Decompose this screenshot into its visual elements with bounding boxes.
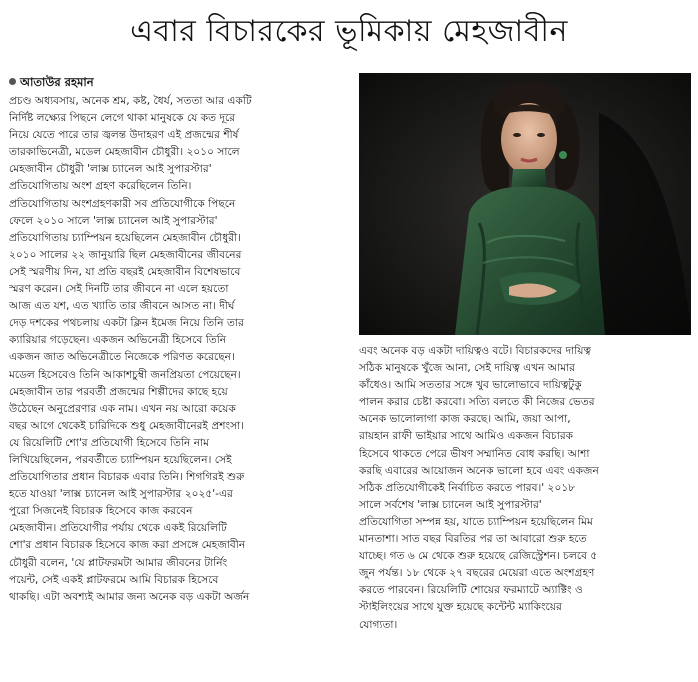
text-line: থাকছি। এটা অবশ্যই আমার জন্য অনেক বড় একটা অর্জন xyxy=(9,590,250,603)
text-line: সালে সর্বশেষ 'লাক্স চ্যানেল আই সুপারস্টার' xyxy=(359,498,542,511)
text-line: কাঁধেও। আমি সততার সঙ্গে খুব ভালোভাবে দায়িত্বটুকু xyxy=(359,379,582,392)
text-line: প্রতিযোগিতায় চ্যাম্পিয়ন হয়েছিলেন মেহজাবীন চৌধুরী। xyxy=(9,231,241,244)
text-line: এবং অনেক বড় একটা দায়িত্বও বটে। বিচারকদের দায়িত্ব xyxy=(359,345,592,357)
text-line: স্টাইলিংয়ের সাথে যুক্ত হয়েছে কন্টেন্ট ম্যাকিংয়ের xyxy=(359,601,562,614)
text-line: জুন পর্যন্ত। ১৮ থেকে ২৭ বছরের মেয়েরা এতে অংশগ্রহণ xyxy=(359,567,595,580)
text-line: হতে যাওয়া 'লাক্স চ্যানেল আই সুপারস্টার ২০২৫'-এর xyxy=(9,488,233,501)
author-name: আতাউর রহমান xyxy=(20,75,94,89)
portrait-illustration xyxy=(359,73,691,335)
text-line: সঠিক প্রতিযোগীকেই নির্বাচিত করতে পারব।' ২০১৮ xyxy=(359,481,576,494)
headline: এবার বিচারকের ভূমিকায় মেহজাবীন xyxy=(130,14,568,49)
text-line: আজ এত যশ, এত খ্যাতি তার জীবনে আসত না। দীর্ঘ xyxy=(9,300,235,313)
text-line: রায়হান রাফী ভাইয়ার সাথে আমিও একজন বিচারক xyxy=(359,430,574,443)
portrait-photo xyxy=(359,73,691,335)
text-line: মেহজাবীন তার পরবর্তী প্রজন্মের শিল্পীদের কাছে হয়ে xyxy=(9,385,228,398)
text-line: দেড় দশকের পথচলায় একটা ক্লিন ইমেজ নিয়ে তিনি তার xyxy=(9,317,244,330)
text-line: যোগ্যতা। xyxy=(359,618,398,631)
text-line: ফেলে ২০১০ সালে 'লাক্স চ্যানেল আই সুপারস্টার' xyxy=(9,214,218,227)
text-line: পুরো সিজনেই বিচারক হিসেবে কাজ করবেন xyxy=(9,505,193,518)
text-line: পালন করার চেষ্টা করবো। সত্যি বলতে কী নিজের ভেতর xyxy=(359,396,595,409)
text-line: শো'র প্রধান বিচারক হিসেবে কাজ করা প্রসঙ্গে মেহজাবীন xyxy=(9,539,246,552)
text-line: প্রতিযোগিতায় অংশগ্রহণকারী সব প্রতিযোগীকে পিছনে xyxy=(9,197,236,210)
text-line: মেহজাবীন। প্রতিযোগীর পর্যায় থেকে একই রিয়েলিটি xyxy=(9,522,227,535)
article-column-left xyxy=(9,93,347,673)
text-line: প্রতিযোগিতা সম্পন্ন হয়, যাতে চ্যাম্পিয়ন হয়েছিলেন মিম xyxy=(359,515,593,528)
text-line: অনেক ভালোলাগা কাজ করছে। আমি, জয়া আপা, xyxy=(359,413,571,426)
text-line: লিখিয়েছিলেন, পরবর্তীতে চ্যাম্পিয়ন হয়েছিলেন। সেই xyxy=(9,453,232,466)
text-line: নিয়ে যেতে পারে তার জ্বলন্ত উদাহরণ এই প্রজন্মের শীর্ষ xyxy=(9,129,239,142)
text-line: যে রিয়েলিটি শো'র প্রতিযোগী হিসেবে তিনি নাম xyxy=(9,436,209,449)
text-line: নির্দিষ্ট লক্ষ্যের পিছনে লেগে থাকা মানুষকে যে কত দূরে xyxy=(9,112,236,125)
text-line: তারকাভিনেত্রী, মডেল মেহজাবীন চৌধুরী। ২০১০ সালে xyxy=(9,146,240,159)
text-line: করছি এবারের আয়োজন অনেক ভালো হবে এবং একজন xyxy=(359,464,599,477)
text-line: স্মরণ করেন। সেই দিনটি তার জীবনে না এলে হয়তো xyxy=(9,283,229,296)
text-line: চৌধুরী বলেন, 'যে প্লাটফরমটা আমার জীবনের টার্নিং xyxy=(9,556,228,569)
text-line: প্রতিযোগিতায় অংশ গ্রহণ করেছিলেন তিনি। xyxy=(9,180,192,193)
byline xyxy=(9,74,94,90)
text-line: সঠিক মানুষকে খুঁজে আনা, সেই দায়িত্ব এখন আমার xyxy=(359,362,576,375)
text-line: প্রচণ্ড অধ্যবসায়, অনেক শ্রম, কষ্ট, ধৈর্য, সততা আর একটি xyxy=(9,95,252,107)
text-line: মানতাশা। সাত বছর বিরতির পর তা আবারো শুরু হতে xyxy=(359,533,587,546)
text-line: উঠেছেন অনুপ্রেরণার এক নাম। এখন নয় আরো কয়েক xyxy=(9,402,236,415)
text-line: ২০১০ সালের ২২ জানুয়ারি ছিল মেহজাবীনের জীবনের xyxy=(9,248,242,261)
text-line: পয়েন্ট, সেই একই প্লাটফরমে আমি বিচারক হিসেবে xyxy=(9,573,219,586)
text-line: সেই স্মরণীয় দিন, যা প্রতি বছরই মেহজাবীন বিশেষভাবে xyxy=(9,265,241,278)
text-line: করতে পারবেন। রিয়েলিটি শোয়ের ফরম্যাটে অ্যাক্টিং ও xyxy=(359,584,583,597)
bullet-dot-icon xyxy=(9,78,16,85)
text-line: মেহজাবীন চৌধুরী 'লাক্স চ্যানেল আই সুপারস্টার' xyxy=(9,163,212,176)
text-line: যাচ্ছে। গত ৬ মে থেকে শুরু হয়েছে রেজিস্ট্রেশন। চলবে ৫ xyxy=(359,550,598,563)
article-column-right xyxy=(359,343,691,673)
text-line: হিসেবে থাকতে পেরে ভীষণ সম্মানিত বোধ করছি। আশা xyxy=(359,447,590,460)
text-line: ক্যারিয়ার গড়েছেন। একজন অভিনেত্রী হিসেবে তিনি xyxy=(9,334,227,347)
text-line: মডেল হিসেবেও তিনি আকাশচুম্বী জনপ্রিয়তা পেয়েছেন। xyxy=(9,368,241,381)
text-line: প্রতিযোগিতার প্রধান বিচারক এবার তিনি। শিগগিরই শুরু xyxy=(9,471,245,484)
text-line: একজন জাত অভিনেত্রীতে নিজেকে পরিণত করেছেন। xyxy=(9,351,235,364)
text-line: বছর আগে থেকেই চারিদিকে শুধু মেহজাবীনেরই প্রশংসা। xyxy=(9,419,244,432)
